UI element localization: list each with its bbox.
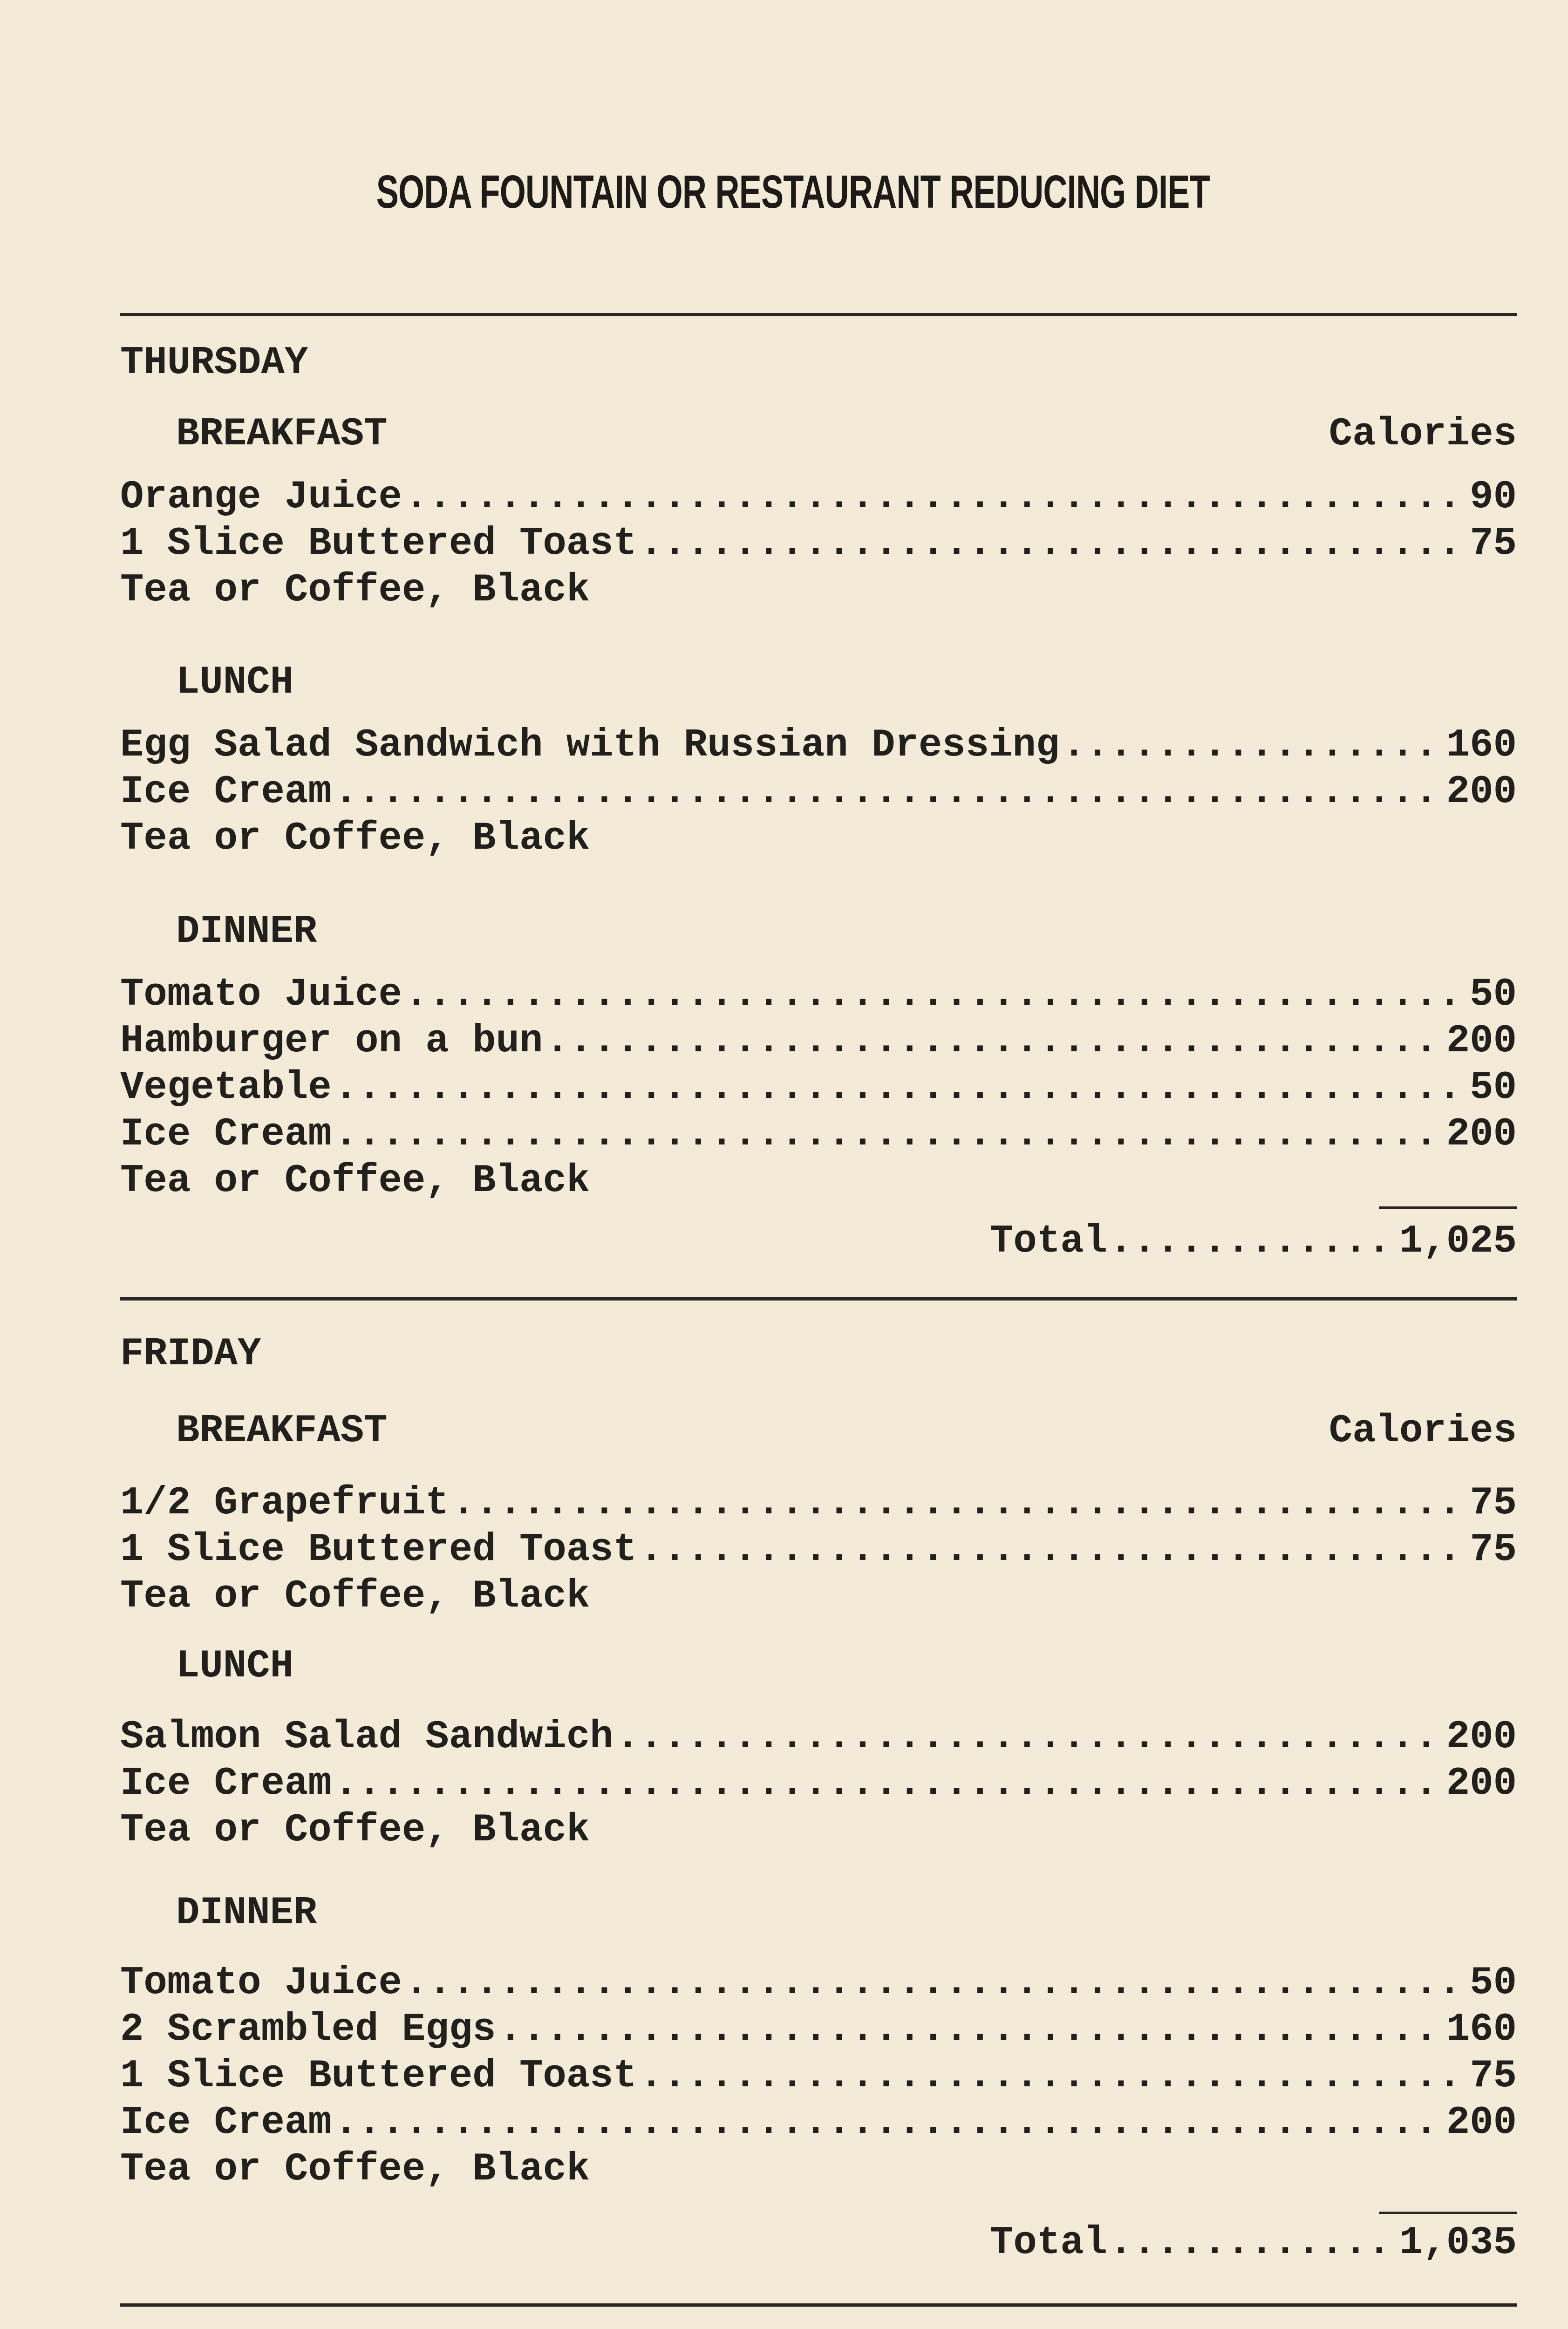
day-heading-friday: FRIDAY: [120, 1332, 261, 1376]
menu-item: [120, 1481, 1517, 1528]
dot-leader: [640, 1528, 1467, 1572]
meal-heading-breakfast: BREAKFAST: [176, 412, 388, 456]
menu-item: [120, 1528, 1517, 1574]
item-calories: 160: [1446, 723, 1517, 768]
item-name: Egg Salad Sandwich with Russian Dressing: [120, 723, 1060, 768]
dot-leader: [1109, 1219, 1398, 1264]
item-calories: 50: [1470, 1066, 1517, 1110]
menu-item: [120, 522, 1517, 568]
item-calories: 200: [1446, 1715, 1517, 1759]
menu-item: Tea or Coffee, Black: [120, 817, 590, 861]
menu-item: Tea or Coffee, Black: [120, 1574, 590, 1619]
middle-divider: [120, 1297, 1517, 1301]
dot-leader: [499, 2008, 1444, 2052]
item-name: 1 Slice Buttered Toast: [120, 522, 637, 566]
item-name: 1/2 Grapefruit: [120, 1481, 449, 1525]
page-title: SODA FOUNTAIN OR RESTAURANT REDUCING DIET: [376, 166, 1210, 218]
dot-leader: [452, 1481, 1467, 1525]
item-calories: 50: [1470, 1961, 1517, 2005]
menu-item: [120, 475, 1517, 522]
item-calories: 75: [1470, 2054, 1517, 2098]
dot-leader: [334, 770, 1444, 814]
menu-item: [120, 973, 1517, 1019]
menu-item: [120, 2101, 1517, 2147]
item-name: Ice Cream: [120, 1762, 332, 1806]
item-name: Ice Cream: [120, 2101, 332, 2145]
dot-leader: [1062, 723, 1443, 768]
menu-item: Tea or Coffee, Black: [120, 568, 590, 613]
dot-leader: [616, 1715, 1444, 1759]
item-name: Hamburger on a bun: [120, 1019, 543, 1063]
item-name: Tomato Juice: [120, 973, 402, 1017]
item-name: Tomato Juice: [120, 1961, 402, 2005]
dot-leader: [405, 475, 1467, 519]
total-label: Total: [990, 1219, 1108, 1264]
item-name: Ice Cream: [120, 770, 332, 814]
dot-leader: [334, 1762, 1444, 1806]
top-divider: [120, 313, 1517, 316]
meal-heading-lunch: LUNCH: [176, 1644, 294, 1689]
dot-leader: [405, 1961, 1467, 2005]
calories-header: Calories: [1329, 1409, 1517, 1453]
total-row: [990, 2221, 1517, 2268]
total-row: [990, 1219, 1517, 1266]
dot-leader: [640, 2054, 1467, 2098]
item-calories: 200: [1446, 770, 1517, 814]
item-calories: 90: [1470, 475, 1517, 519]
item-calories: 50: [1470, 973, 1517, 1017]
dot-leader: [334, 2101, 1444, 2145]
bottom-divider: [120, 2303, 1517, 2307]
item-calories: 200: [1446, 1019, 1517, 1063]
item-calories: 200: [1446, 1762, 1517, 1806]
total-label: Total: [990, 2221, 1108, 2265]
total-value: 1,025: [1399, 1219, 1517, 1264]
menu-item: [120, 1112, 1517, 1159]
calories-header: Calories: [1329, 412, 1517, 456]
menu-item: [120, 2008, 1517, 2054]
item-calories: 200: [1446, 2101, 1517, 2145]
menu-item: [120, 770, 1517, 817]
menu-item: [120, 1961, 1517, 2008]
meal-heading-breakfast: BREAKFAST: [176, 1409, 388, 1453]
dot-leader: [545, 1019, 1443, 1063]
menu-item: Tea or Coffee, Black: [120, 2147, 590, 2192]
item-calories: 75: [1470, 522, 1517, 566]
menu-item: [120, 2054, 1517, 2101]
item-calories: 200: [1446, 1112, 1517, 1157]
menu-item: [120, 1715, 1517, 1762]
item-name: Vegetable: [120, 1066, 332, 1110]
dot-leader: [405, 973, 1467, 1017]
menu-item: [120, 723, 1517, 770]
item-calories: 75: [1470, 1528, 1517, 1572]
dot-leader: [640, 522, 1467, 566]
menu-item: [120, 1019, 1517, 1066]
dot-leader: [1109, 2221, 1398, 2265]
sum-underline: [1379, 1206, 1517, 1209]
item-name: 1 Slice Buttered Toast: [120, 2054, 637, 2098]
item-name: 1 Slice Buttered Toast: [120, 1528, 637, 1572]
day-heading-thursday: THURSDAY: [120, 341, 308, 385]
item-name: 2 Scrambled Eggs: [120, 2008, 496, 2052]
item-calories: 75: [1470, 1481, 1517, 1525]
sum-underline: [1379, 2212, 1517, 2214]
meal-heading-lunch: LUNCH: [176, 661, 294, 705]
dot-leader: [334, 1066, 1467, 1110]
menu-item: [120, 1762, 1517, 1808]
total-value: 1,035: [1399, 2221, 1517, 2265]
menu-item: Tea or Coffee, Black: [120, 1159, 590, 1203]
meal-heading-dinner: DINNER: [176, 910, 317, 954]
menu-item: Tea or Coffee, Black: [120, 1808, 590, 1852]
item-name: Ice Cream: [120, 1112, 332, 1157]
meal-heading-dinner: DINNER: [176, 1891, 317, 1935]
item-name: Orange Juice: [120, 475, 402, 519]
dot-leader: [334, 1112, 1444, 1157]
item-calories: 160: [1446, 2008, 1517, 2052]
menu-item: [120, 1066, 1517, 1112]
item-name: Salmon Salad Sandwich: [120, 1715, 614, 1759]
